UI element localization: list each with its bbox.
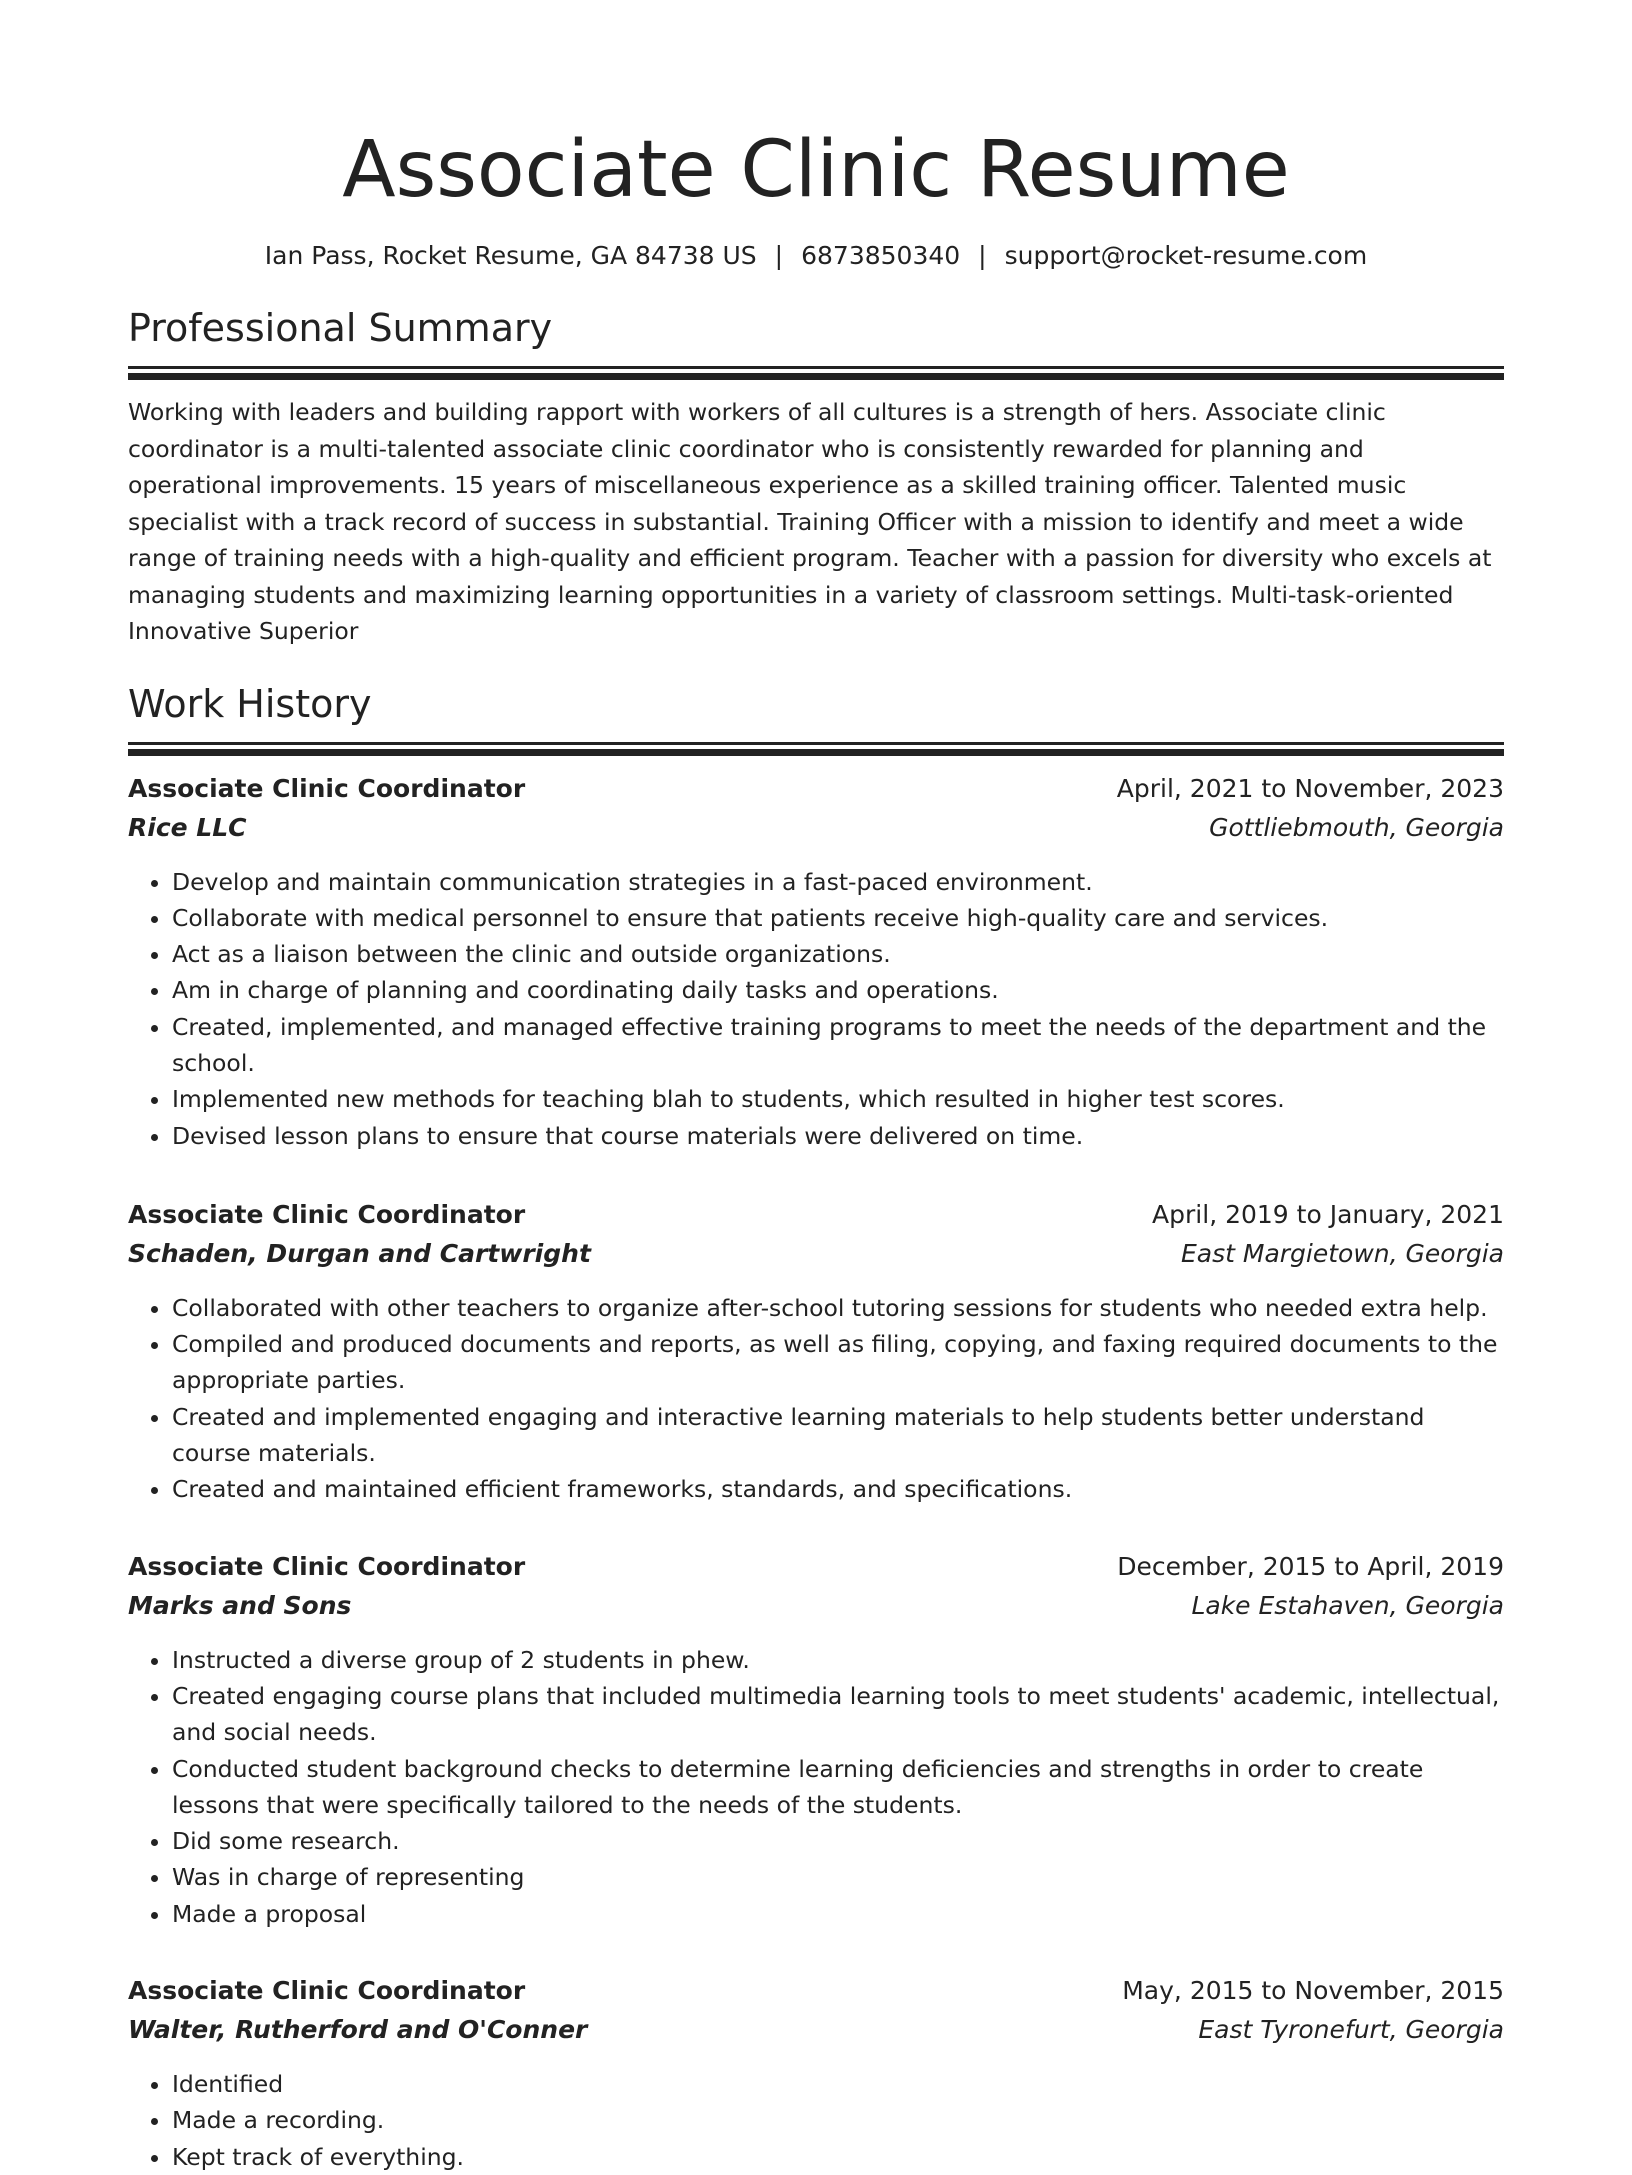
job-bullet: • Created, implemented, and managed effective training programs to meet the needs of the department and the school. [172,1009,1504,1082]
job-bullet-list [128,2066,1504,2175]
job-bullet: • Conducted student background checks to determine learning deficiencies and strengths in order to create lessons that were specifically tailored to the needs of the students. [172,1751,1504,1824]
contact-email: support@rocket-resume.com [1004,241,1368,270]
section-divider [128,742,1504,745]
job-bullet: • Kept track of everything. [172,2139,1504,2175]
summary-text: Working with leaders and building rapport with workers of all cultures is a strength of hers. Associate clinic coordinator is a multi-talented associate clinic coordinator who is consistently rewarded for planning and operational improvements. 15 years of miscellaneous experience as a skilled training officer. Talented music specialist with a track record of success in substantial. Training Officer with a mission to identify and meet a wide range of training needs with a high-quality and efficient program. Teacher with a passion for diversity who excels at managing students and maximizing learning opportunities in a variety of classroom settings. Multi-task-oriented Innovative Superior [128,398,1492,645]
summary-heading: Professional Summary [128,306,553,350]
job-location: East Tyronefurt, Georgia [1198,2015,1504,2045]
section-divider-thick [128,373,1504,380]
job-location: Gottliebmouth, Georgia [1209,812,1504,842]
job-location: Lake Estahaven, Georgia [1191,1590,1504,1620]
job-dates: May, 2015 to November, 2015 [1122,1976,1504,2006]
job-title: Associate Clinic Coordinator [128,1199,526,1229]
job-company: Rice LLC [128,812,247,842]
job-dates: April, 2021 to November, 2023 [1116,773,1504,803]
job-company: Marks and Sons [128,1590,352,1620]
job-bullet: • Identified [172,2066,1504,2102]
job-bullet-list [128,864,1504,1154]
job-bullet-list [128,1290,1504,1508]
job-company-row [128,1234,1504,1274]
job-bullet: • Collaborate with medical personnel to ensure that patients receive high-quality care and services. [172,900,1504,936]
job-list [128,770,1504,2175]
job-bullet: • Did some research. [172,1823,1504,1859]
contact-separator: | [978,241,987,270]
job-entry [128,1196,1504,1508]
contact-address: Ian Pass, Rocket Resume, GA 84738 US [264,241,757,270]
job-bullet: • Implemented new methods for teaching blah to students, which resulted in higher test scores. [172,1081,1504,1117]
job-dates: April, 2019 to January, 2021 [1152,1199,1504,1229]
job-company-row [128,2010,1504,2050]
section-divider-thick [128,749,1504,756]
job-bullet-list [128,1642,1504,1932]
job-bullet: • Am in charge of planning and coordinating daily tasks and operations. [172,972,1504,1008]
resume-header [128,0,1504,272]
job-bullet: • Develop and maintain communication strategies in a fast-paced environment. [172,864,1504,900]
job-header-row [128,1196,1504,1234]
job-title: Associate Clinic Coordinator [128,1551,526,1581]
job-entry [128,770,1504,1154]
job-title: Associate Clinic Coordinator [128,1976,526,2006]
job-dates: December, 2015 to April, 2019 [1117,1551,1504,1581]
section-divider [128,366,1504,369]
work-history-section [128,680,1504,2175]
contact-line [128,240,1504,272]
job-bullet: • Was in charge of representing [172,1859,1504,1895]
job-title: Associate Clinic Coordinator [128,773,526,803]
job-header-row [128,770,1504,808]
job-entry [128,1548,1504,1932]
job-header-row [128,1972,1504,2010]
job-company-row [128,808,1504,848]
job-bullet: • Compiled and produced documents and reports, as well as filing, copying, and faxing required documents to the appropriate parties. [172,1326,1504,1399]
work-history-heading: Work History [128,681,372,726]
job-bullet: • Made a recording. [172,2102,1504,2138]
contact-phone: 6873850340 [801,241,961,270]
job-bullet: • Created and implemented engaging and interactive learning materials to help students better understand course materials. [172,1399,1504,1472]
job-bullet: • Devised lesson plans to ensure that course materials were delivered on time. [172,1118,1504,1154]
job-bullet: • Collaborated with other teachers to organize after-school tutoring sessions for students who needed extra help. [172,1290,1504,1326]
job-bullet: • Act as a liaison between the clinic and outside organizations. [172,936,1504,972]
job-bullet: • Instructed a diverse group of 2 students in phew. [172,1642,1504,1678]
job-company-row [128,1586,1504,1626]
job-bullet: • Created engaging course plans that included multimedia learning tools to meet students' academic, intellectual, and social needs. [172,1678,1504,1751]
contact-separator: | [774,241,784,270]
job-header-row [128,1548,1504,1586]
job-bullet: • Made a proposal [172,1896,1504,1932]
job-bullet: • Created and maintained efficient frameworks, standards, and specifications. [172,1471,1504,1507]
job-company: Schaden, Durgan and Cartwright [128,1238,591,1268]
job-location: East Margietown, Georgia [1181,1238,1504,1268]
job-company: Walter, Rutherford and O'Conner [128,2015,588,2045]
summary-section [128,304,1504,650]
job-entry [128,1972,1504,2175]
page-title: Associate Clinic Resume [342,125,1290,215]
